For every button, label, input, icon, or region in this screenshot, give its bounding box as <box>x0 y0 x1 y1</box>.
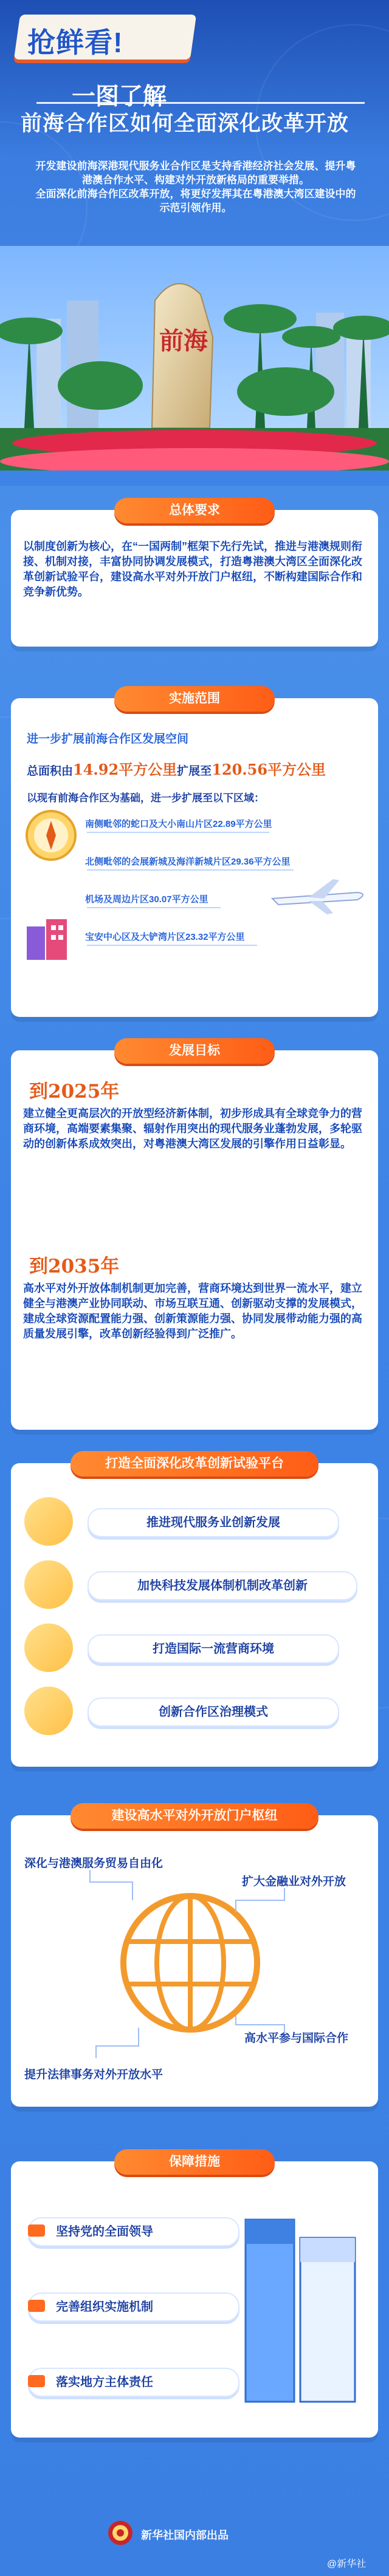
footer-org: 新华社国内部出品 <box>141 2529 229 2541</box>
platform-item-3: 打造国际一流营商环境 <box>88 1634 339 1664</box>
hub-top-left: 深化与港澳服务贸易自由化 <box>24 1857 164 1870</box>
area-mid: 扩展至 <box>177 765 212 778</box>
section-goals <box>11 1050 378 1430</box>
hub-bottom-left: 提升法律事务对外开放水平 <box>24 2068 164 2081</box>
section-innovation-platform <box>11 1463 378 1767</box>
hub-connector-lines <box>84 1864 303 2064</box>
area-line-prefix: 总面积由 <box>27 765 74 778</box>
area-item-3: 机场及周边片区30.07平方公里 <box>85 894 208 905</box>
headline-text: 抢鲜看! <box>27 27 123 58</box>
governance-icon <box>24 1687 73 1735</box>
platform-item-2: 加快科技发展体制机制改革创新 <box>88 1571 357 1600</box>
area-item-4: 宝安中心区及大铲湾片区23.32平方公里 <box>85 932 245 942</box>
xinhua-logo-icon <box>107 2520 134 2546</box>
safeguard-item-3: 落实地方主体责任 <box>28 2368 239 2397</box>
area-item-1: 南侧毗邻的蛇口及大小南山片区22.89平方公里 <box>85 819 272 829</box>
monument-inscription: 前海 <box>159 327 208 355</box>
safeguard-item-2: 完善组织实施机制 <box>28 2292 239 2322</box>
section-title-scope: 实施范围 <box>114 686 275 712</box>
bullet-icon <box>28 2375 45 2387</box>
section-title-overall: 总体要求 <box>114 498 275 523</box>
headline-banner <box>14 15 196 59</box>
area-to: 120.56平方公里 <box>212 761 326 778</box>
year-2035-label: 到2035年 <box>29 1256 120 1277</box>
section-title-safeguards: 保障措施 <box>114 2149 275 2175</box>
bullet-icon <box>28 2224 45 2237</box>
area-line <box>27 758 367 779</box>
intro-paragraph-2: 全面深化前海合作区改革开放，将更好发挥其在粤港澳大湾区建设中的示范引领作用。 <box>35 188 356 214</box>
area-from: 14.92平方公里 <box>73 761 177 778</box>
safeguard-item-1: 坚持党的全面领导 <box>28 2217 239 2246</box>
area-divider <box>87 945 257 946</box>
hero-scene <box>0 228 389 486</box>
bullet-icon <box>28 2300 45 2312</box>
footer-watermark: @新华社 <box>327 2559 367 2569</box>
subtitle-line1: 一图了解 <box>72 83 167 110</box>
technology-icon <box>24 1560 73 1609</box>
hub-top-right: 扩大金融业对外开放 <box>242 1875 346 1888</box>
area-divider <box>87 832 269 833</box>
platform-item-4: 创新合作区治理模式 <box>88 1698 339 1727</box>
business-environment-icon <box>24 1623 73 1672</box>
subtitle-line2: 前海合作区如何全面深化改革开放 <box>21 111 349 136</box>
service-industry-icon <box>24 1497 73 1546</box>
section-title-platform: 打造全面深化改革创新试验平台 <box>71 1451 318 1477</box>
section-title-hub: 建设高水平对外开放门户枢纽 <box>71 1803 318 1829</box>
airplane-icon <box>266 874 370 917</box>
goal-2025-text: 建立健全更高层次的开放型经济新体制，初步形成具有全球竞争力的营商环境，高端要素集聚、辐射作用突出的现代服务业蓬勃发展，多轮驱动的创新体系成效突出，对粤港澳大湾区发展的引擎作用日益彰显。 <box>23 1107 362 1150</box>
intro-paragraph-1: 开发建设前海深港现代服务业合作区是支持香港经济社会发展、提升粤港澳合作水平、构建对外开放新格局的重要举措。 <box>35 160 356 186</box>
area-divider <box>87 869 294 871</box>
buildings-icon <box>21 914 75 963</box>
compass-icon <box>22 806 80 865</box>
hub-bottom-right: 高水平参与国际合作 <box>244 2032 349 2045</box>
base-line: 以现有前海合作区为基础，进一步扩展至以下区域： <box>27 792 264 804</box>
section-scope <box>11 698 378 1017</box>
intro-text <box>32 159 360 215</box>
section-gateway-hub <box>11 1815 378 2107</box>
hero-illustration <box>0 228 389 486</box>
area-divider <box>87 907 221 908</box>
goal-2035-text: 高水平对外开放体制机制更加完善，营商环境达到世界一流水平，建立健全与港澳产业协同联动、市场互联互通、创新驱动支撑的发展模式，建成全球资源配置能力强、创新策源能力强、协同发展带动能力强的高质量发展引擎，改革创新经验得到广泛推广。 <box>23 1282 362 1340</box>
section-title-goals: 发展目标 <box>114 1038 275 1064</box>
books-icon <box>233 2195 367 2420</box>
year-2025-label: 到2025年 <box>29 1081 120 1103</box>
overall-requirements-text: 以制度创新为核心，在“一国两制”框架下先行先试，推进与港澳规则衔接、机制对接，丰富协同协调发展模式，打造粤港澳大湾区全面深化改革创新试验平台，建设高水平对外开放门户枢纽，不断构建国际合作和竞争新优势。 <box>23 540 362 598</box>
section-overall-requirements <box>11 510 378 647</box>
platform-item-1: 推进现代服务业创新发展 <box>88 1508 339 1537</box>
section-safeguards <box>11 2161 378 2438</box>
area-item-2: 北侧毗邻的会展新城及海洋新城片区29.36平方公里 <box>85 857 291 867</box>
scope-subtitle: 进一步扩展前海合作区发展空间 <box>27 733 189 746</box>
